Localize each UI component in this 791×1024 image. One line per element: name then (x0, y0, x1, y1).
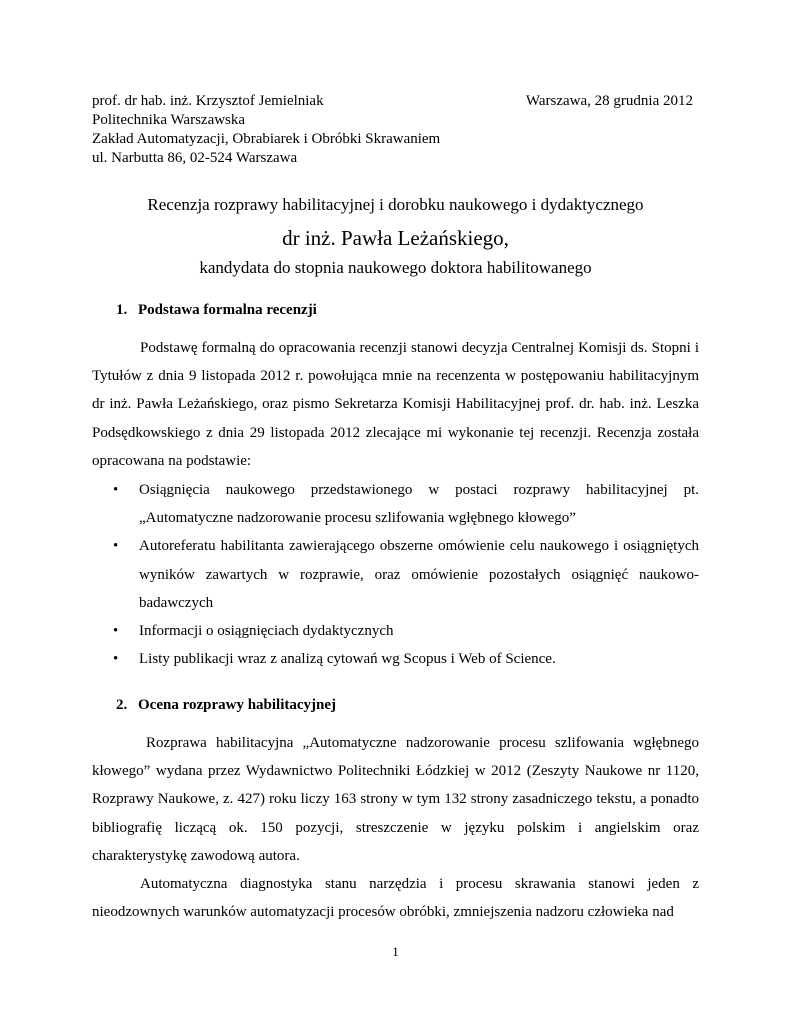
place-date: Warszawa, 28 grudnia 2012 (525, 93, 693, 109)
bullet-icon: • (113, 651, 119, 668)
section-2-paragraph-1 (92, 729, 699, 870)
list-item: • Osiągnięcia naukowego przedstawionego w postaci rozprawy habilitacyjnej pt. „Automatyczne nadzorowanie procesu szlifowania wgłębnego kłowego” (92, 476, 699, 532)
address: ul. Narbutta 86, 02-524 Warszawa (92, 150, 298, 166)
section-title: Podstawa formalna recenzji (138, 302, 317, 318)
candidate-name: dr inż. Pawła Leżańskiego, (282, 226, 509, 250)
section-number: 2. (116, 697, 128, 713)
letter-header (92, 92, 702, 168)
department-name: Zakład Automatyzacji, Obrabiarek i Obróbki Skrawaniem (92, 131, 441, 147)
section-title: Ocena rozprawy habilitacyjnej (138, 697, 337, 713)
paragraph-text: Automatyczna diagnostyka stanu narzędzia i procesu skrawania stanowi jeden z nieodzownych warunków automatyzacji procesów obróbki, zmniejszenia nadzoru człowieka nad (92, 876, 699, 921)
paragraph-text: Podstawę formalną do opracowania recenzji stanowi decyzja Centralnej Komisji ds. Stopni i Tytułów z dnia 9 listopada 2012 r. powołująca mnie na recenzenta w postępowaniu habilitacyjnym dr inż. Pawła Leżańskiego, oraz pismo Sekretarza Komisji Habilitacyjnej prof. dr. hab. inż. Leszka Podsędkowskiego z dnia 29 listopada 2012 zlecające mi wykonanie tej recenzji. Recenzja została opracowana na podstawie: (92, 340, 699, 469)
author-name: prof. dr hab. inż. Krzysztof Jemielniak (92, 93, 324, 109)
section-1-paragraph (92, 334, 699, 475)
candidate-description: kandydata do stopnia naukowego doktora habilitowanego (199, 258, 592, 277)
bullet-icon: • (113, 482, 119, 498)
list-item: • Autoreferatu habilitanta zawierającego obszerne omówienie celu naukowego i osiągniętych wyników zawartych w rozprawie, oraz omówienie pozostałych osiągnięć naukowo-badawczych (92, 532, 699, 617)
page-number: 1 (392, 944, 399, 959)
section-1-heading (116, 302, 317, 319)
section-2-paragraph-2 (92, 870, 699, 926)
university-name: Politechnika Warszawska (92, 112, 246, 128)
paragraph-text: Rozprawa habilitacyjna „Automatyczne nadzorowanie procesu szlifowania wgłębnego kłowego” wydana przez Wydawnictwo Politechniki Łódzkiej w 2012 (Zeszyty Naukowe nr 1120, Rozprawy Naukowe, z. 427) roku liczy 163 strony w tym 132 strony zasadniczego tekstu, a ponadto bibliografię liczącą ok. 150 pozycji, streszczenie w języku polskim i angielskim oraz charakterystykę zawodową autora. (92, 735, 699, 864)
list-item: • Listy publikacji wraz z analizą cytowań wg Scopus i Web of Science. (92, 645, 699, 673)
bullet-icon: • (113, 538, 119, 555)
bullet-icon: • (113, 623, 119, 640)
basis-list (92, 476, 699, 673)
review-title: Recenzja rozprawy habilitacyjnej i dorobku naukowego i dydaktycznego (147, 195, 644, 214)
list-item: • Informacji o osiągnięciach dydaktycznych (92, 617, 699, 645)
section-2-heading (116, 697, 336, 714)
section-number: 1. (116, 302, 128, 318)
